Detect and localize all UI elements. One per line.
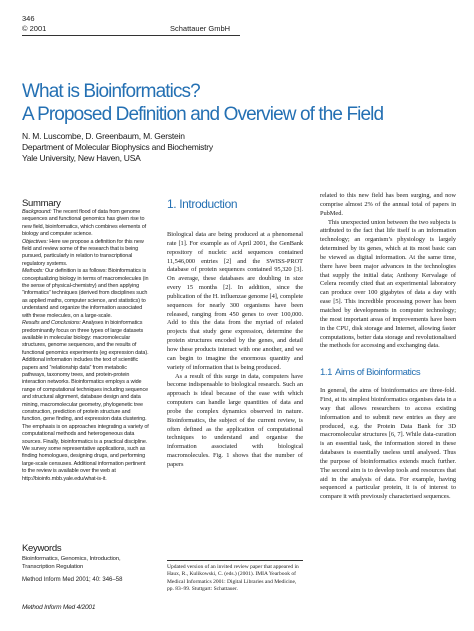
summary-methods-text: Our definition is as follows: Bioinformatics is conceptualizing biology in terms of macromolecules (in the sense of physical-chemistry) and then applying “informatics” techniques (derived from disciplines such as applied maths, computer science, and statistics) to understand and organize the information associated with these molecules, on a large-scale. — [22, 268, 149, 319]
footnote: Updated version of an invited review paper that appeared in Haux, R., Kulikowski, C. (eds.) (2001). IMIA Yearbook of Medical Informatics 2001: Digital Libraries and Medicine, pp. 83–99. Stuttgart: Schattauer. — [167, 560, 303, 594]
section-1-1-number: 1.1 — [320, 367, 333, 379]
article-title — [22, 80, 452, 126]
paragraph: As a result of this surge in data, computers have become indispensable to biological research. Such an approach is ideal because of the ease with which computers can handle large quantities of data and probe the complex dynamics observed in nature. Bioinformatics, the subject of the current review, is often defined as the application of computational techniques to understand and organise the information associated with biological macromolecules. Fig. 1 shows that the number of papers — [167, 372, 303, 468]
summary-background-text: The recent flood of data from genome sequences and functional genomics has given rise to new field, bioinformatics, which combines elements of biology and computer science. — [22, 209, 147, 238]
keywords-heading: Keywords — [22, 543, 62, 554]
summary-results-text: Analyses in bioinformatics predominantly focus on three types of large datasets available in molecular biology: macromolecular structures, genome sequences, and the results of functional genomics experiments (eg expression data). Additional information includes the text of scientific papers and “relationship data” from metabolic pathways, taxonomy trees, and protein-protein interaction networks. Bioinformatics employs a wide range of computational techniques including sequence and structural alignment, database design and data mining, macromolecular geometry, phylogenetic tree construction, prediction of protein structure and function, gene finding, and expression data clustering. The emphasis is on approaches integrating a variety of computational methods and heterogeneous data sources. Finally, bioinformatics is a practical discipline. We survey some representative applications, such as finding homologues, designing drugs, and performing large-scale censuses. Additional information pertinent to the review is available over the web at http://bioinfo.mbb.yale.edu/what-is-it. — [22, 320, 149, 482]
paragraph: In general, the aims of bioinformatics are three-fold. First, at its simplest bioinformatics organises data in a way that allows researchers to access existing information and to submit new entries as they are produced, e.g. the Protein Data Bank for 3D macromolecular structures [6, 7]. While data-curation is an essential task, the information stored in these databases is essentially useless until analysed. Thus the purpose of bioinformatics extends much further. The second aim is to develop tools and resources that aid in the analysis of data. For example, having sequenced a particular protein, it is of interest to compare it with previously characterised sequences. — [320, 387, 456, 501]
header-rule — [22, 35, 240, 36]
summary-background-label: Background: — [22, 209, 52, 215]
affiliation-university: Yale University, New Haven, USA — [22, 152, 141, 163]
paragraph: Biological data are being produced at a phenomenal rate [1]. For example as of April 2001, the GenBank repository of nucleic acid sequences contained 11,546,000 entries [2] and the SWISS-PROT database of protein sequences contained 95,320 [3]. On average, these databases are doubling in size every 15 months [2]. In addition, since the publication of the H. influenzae genome [4], complete sequences for nearly 300 organisms have been released, ranging from 450 genes to over 100,000. Add to this the data from the myriad of related projects that study gene expression, determine the protein structures encoded by the genes, and detail how these products interact with one another, and we can begin to imagine the enormous quantity and variety of information that is being produced. — [167, 231, 303, 371]
section-1-body — [167, 231, 303, 470]
affiliation-department: Department of Molecular Biophysics and Biochemistry — [22, 142, 213, 152]
title-line-1: What is Bioinformatics? — [22, 81, 200, 102]
journal-citation: Method Inform Med 2001; 40: 346–58 — [22, 577, 123, 584]
summary-methods-label: Methods: — [22, 268, 44, 275]
summary-results-label: Results and Conclusions: — [22, 320, 81, 327]
paragraph: related to this new field has been surging, and now comprise almost 2% of the annual total of papers in PubMed. — [320, 192, 456, 217]
section-1-title: Introduction — [179, 197, 238, 211]
section-1-1-body — [320, 387, 456, 502]
middle-column — [167, 192, 303, 470]
summary-objectives-text: Here we propose a definition for this new field and review some of the research that is being pursued, particularly in relation to transcriptional regulatory systems. — [22, 238, 144, 267]
section-1-1-title: Aims of Bioinformatics — [335, 367, 421, 379]
paragraph: This unexpected union between the two subjects is attributed to the fact that life itself is an information technology; an organism’s physiology is largely determined by its genes, which at its most basic can be viewed as digital information. At the same time, there have been major advances in the technologies that supply the initial data; Anthony Kervalage of Celera recently cited that an experimental laboratory can produce over 100 gigabytes of data a day with ease [5]. This incredible processing power has been matched by developments in computer technology; the most important areas of improvements have been in the CPU, disk storage and Internet, allowing faster computations, better data storage and revolutionalised the methods for accessing and exchanging data. — [320, 218, 456, 350]
section-1-heading — [167, 197, 303, 211]
right-column — [320, 192, 456, 502]
author-list: N. M. Luscombe, D. Greenbaum, M. Gerstein — [22, 131, 185, 141]
section-1-number: 1. — [167, 197, 177, 211]
page-number: 346 — [22, 14, 35, 23]
copyright-year: © 2001 — [22, 24, 47, 33]
section-1-1-heading — [320, 367, 456, 378]
publisher-name: Schattauer GmbH — [170, 24, 231, 33]
affiliation — [22, 142, 213, 163]
summary-heading: Summary — [22, 198, 61, 209]
summary-body — [22, 209, 150, 483]
title-line-2: A Proposed Definition and Overview of the Field — [22, 104, 384, 125]
summary-objectives-label: Objectives: — [22, 238, 48, 245]
footer-journal: Method Inform Med 4/2001 — [22, 604, 96, 611]
summary-section — [22, 198, 150, 483]
continued-body — [320, 192, 456, 351]
keywords-section — [22, 543, 150, 584]
keywords-text: Bioinformatics, Genomics, Introduction, Transcription Regulation — [22, 556, 121, 571]
